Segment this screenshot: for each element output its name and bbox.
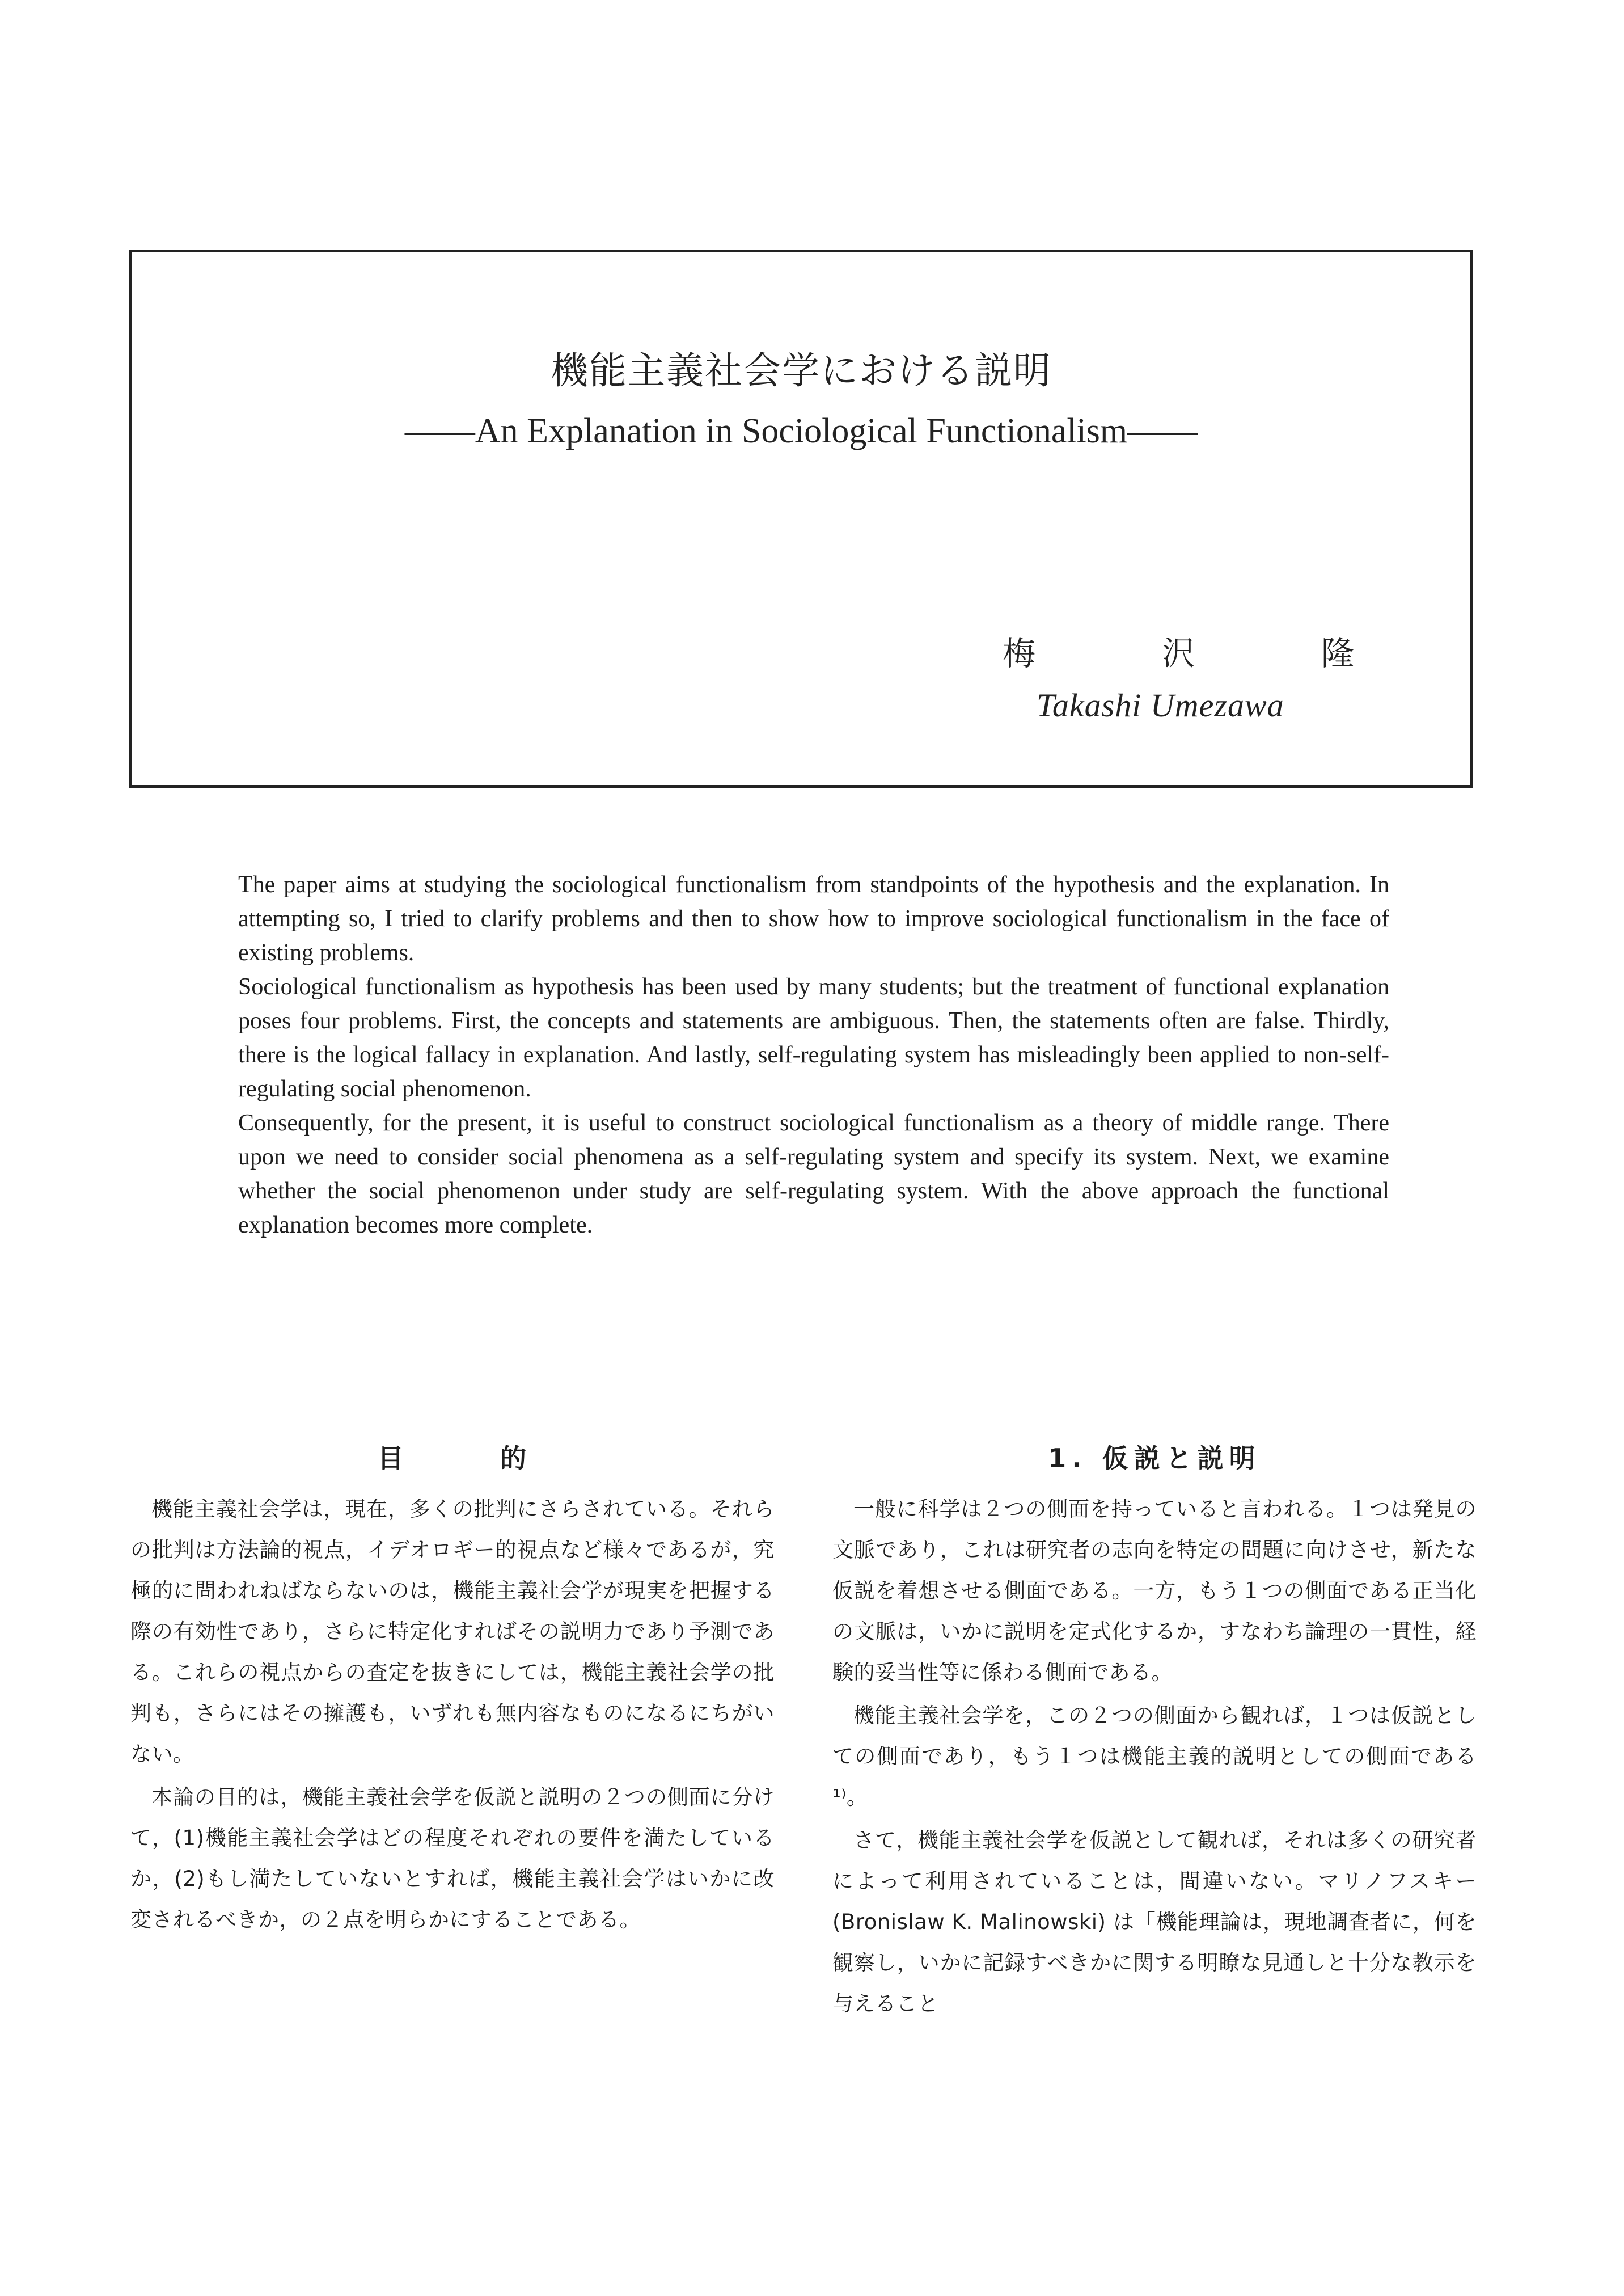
- section-heading-hypothesis-explanation: 1. 仮説と説明: [1048, 1443, 1261, 1474]
- author-jp-char-1: 梅: [1003, 634, 1036, 673]
- body-paragraph: さて，機能主義社会学を仮説として観れば，それは多くの研究者によって利用されていることは，間違いない。マリノフスキー (Bronislaw K. Malinowski) は「機能理論は，現地調査者に，何を観察し，いかに記録すべきかに関する明瞭な見通しと十分な教示を与えること: [832, 1828, 1477, 2016]
- abstract: [238, 868, 1389, 1242]
- author-name-english: Takashi Umezawa: [1037, 687, 1284, 724]
- title-box: [129, 250, 1473, 788]
- author-jp-char-2: 沢: [1161, 634, 1195, 673]
- author-jp-char-3: 隆: [1321, 634, 1354, 673]
- left-column: [130, 1438, 775, 1940]
- section-heading-purpose: 目 的: [377, 1443, 527, 1474]
- body-paragraph: 機能主義社会学を，この２つの側面から観れば，１つは仮説としての側面であり，もう１つは機能主義的説明としての側面である¹⁾。: [832, 1703, 1477, 1809]
- title-japanese: 機能主義社会学における説明: [551, 349, 1052, 392]
- right-column: [832, 1438, 1477, 2024]
- abstract-paragraph: Sociological functionalism as hypothesis has been used by many students; but the treatment of functional explanation poses four problems. First, the concepts and statements are ambiguous. Then, the statements often are false. Thirdly, there is the logical fallacy in explanation. And lastly, self-regulating system has misleadingly been applied to non-self-regulating social phenomenon.: [238, 974, 1389, 1102]
- body-paragraph: 一般に科学は２つの側面を持っていると言われる。１つは発見の文脈であり，これは研究者の志向を特定の問題に向けさせ，新たな仮説を着想させる側面である。一方，もう１つの側面である正当化の文脈は，いかに説明を定式化するか，すなわち論理の一貫性，経験的妥当性等に係わる側面である。: [832, 1497, 1477, 1685]
- author-name-japanese: [1003, 627, 1354, 674]
- abstract-paragraph: The paper aims at studying the sociological functionalism from standpoints of the hypothesis and the explanation. In attempting so, I tried to clarify problems and then to show how to improve sociological functionalism in the face of existing problems.: [238, 872, 1389, 966]
- body-paragraph: 機能主義社会学は，現在，多くの批判にさらされている。それらの批判は方法論的視点，イデオロギー的視点など様々であるが，究極的に問われねばならないのは，機能主義社会学が現実を把握する際の有効性であり，さらに特定化すればその説明力であり予測である。これらの視点からの査定を抜きにしては，機能主義社会学の批判も，さらにはその擁護も，いずれも無内容なものになるにちがいない。: [130, 1497, 775, 1766]
- body-paragraph: 本論の目的は，機能主義社会学を仮説と説明の２つの側面に分けて，(1)機能主義社会学はどの程度それぞれの要件を満たしているか，(2)もし満たしていないとすれば，機能主義社会学はいかに改変されるべきか，の２点を明らかにすることである。: [130, 1785, 775, 1932]
- title-english: ——An Explanation in Sociological Functionalism——: [404, 412, 1198, 450]
- abstract-paragraph: Consequently, for the present, it is useful to construct sociological functionalism as a theory of middle range. There upon we need to consider social phenomena as a self-regulating system and specify its system. Next, we examine whether the social phenomenon under study are self-regulating system. With the above approach the functional explanation becomes more complete.: [238, 1110, 1389, 1238]
